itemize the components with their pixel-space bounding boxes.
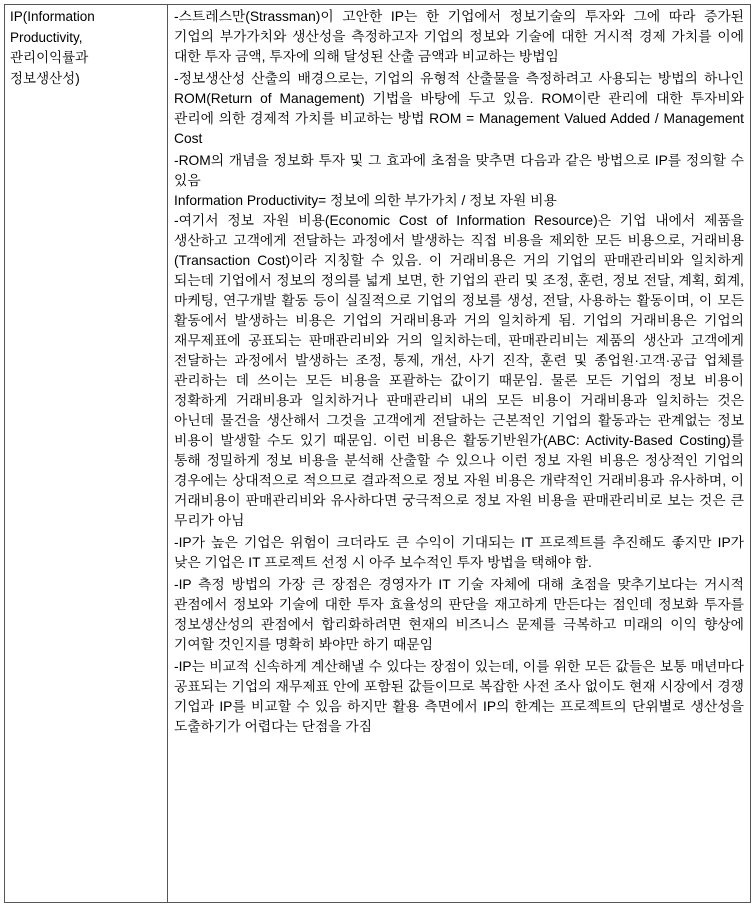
term-line: IP(Information: [10, 9, 95, 24]
table-row: [5, 5, 751, 903]
description-cell: [168, 5, 751, 903]
paragraph-ip-limitation: -IP는 비교적 신속하게 계산해낼 수 있다는 장점이 있는데, 이를 위한 모든 값들은 보통 매년마다 공표되는 기업의 재무제표 안에 포함된 값들이므로 복잡한 사전 조사 없이도 현재 시장에서 경쟁 기업과 IP를 비교할 수 있음 하지만 활용 측면에서 IP의 한계는 프로젝트의 단위별로 생산성을 도출하기가 어렵다는 단점을 가짐: [174, 659, 744, 734]
paragraph-ip-advantage: -IP 측정 방법의 가장 큰 장점은 경영자가 IT 기술 자체에 대해 초점을 맞추기보다는 거시적 관점에서 정보와 기술에 대한 투자 효율성의 판단을 재고하게 만든다는 점인데 정보화 투자를 정보생산성의 관점에서 합리화하려면 현재의 비즈니스 문제를 극복하고 미래의 이익 향상에 기여할 것인지를 명확히 봐야만 하기 때문임: [174, 577, 744, 652]
paragraph-high-ip: -IP가 높은 기업은 위험이 크더라도 큰 수익이 기대되는 IT 프로젝트를 추진해도 좋지만 IP가 낮은 기업은 IT 프로젝트 선정 시 아주 보수적인 투자 방법을 택해야 함.: [174, 535, 744, 570]
definition-table: [4, 4, 751, 903]
paragraph-strassman: -스트레스만(Strassman)이 고안한 IP는 한 기업에서 정보기술의 투자와 그에 따라 증가된 기업의 부가가치와 생산성을 측정하고자 기업의 정보와 기술에 대한 거시적 경제 가치를 이에 대한 투자 금액, 투자에 의해 달성된 산출 금액과 비교하는 방법임: [174, 9, 744, 64]
term-line: 정보생산성): [10, 70, 80, 86]
term-line: 관리이익률과: [10, 50, 89, 65]
formula-information-productivity: Information Productivity= 정보에 의한 부가가치 / 정보 자원 비용: [174, 193, 557, 208]
term-line: Productivity,: [10, 29, 83, 45]
paragraph-information-cost: -여기서 정보 자원 비용(Economic Cost of Information Resource)은 기업 내에서 제품을 생산하고 고객에게 전달하는 과정에서 발생하는 직접 비용을 제외한 모든 비용으로, 거래비용(Transaction Cost)이라 지칭할 수 있음. 이 거래비용은 거의 기업의 판매관리비와 일치하게 되는데 기업에서 정보의 정의를 넓게 보면, 한 기업의 관리 및 조정, 훈련, 정보 전달, 계획, 회계, 마케팅, 연구개발 활동 등이 실질적으로 기업의 정보를 생성, 전달, 사용하는 활동이며, 이 모든 활동에서 발생하는 비용은 기업의 거래비용과 거의 일치하게 됨. 기업의 거래비용은 기업의 재무제표에 공표되는 판매관리비와 거의 일치하는데, 판매관리비는 제품의 생산과 고객에게 전달하는 과정에서 발생하는 조정, 통제, 개선, 사기 진작, 훈련 및 종업원·고객·공급 업체를 관리하는 데 쓰이는 모든 비용을 포괄하는 값이기 때문임. 물론 모든 기업의 정보 비용이 정확하게 거래비용과 일치하거나 판매관리비 내의 모든 비용이 거래비용과 일치하는 것은 아닌데 물건을 생산해서 그것을 고객에게 전달하는 근본적인 기업의 활동과는 관계없는 정보 비용이 발생할 수도 있기 때문임. 이런 비용은 활동기반원가(ABC: Activity-Based Costing)를 통해 정밀하게 정보 비용을 분석해 산출할 수 있으나 이런 정보 자원 비용은 정상적인 기업의 경우에는 상대적으로 적으므로 결과적으로 정보 자원 비용은 개략적인 거래비용과 유사하며, 이 거래비용이 판매관리비와 유사하다면 궁극적으로 정보 자원 비용을 판매관리비로 보는 것은 큰 무리가 아님: [174, 213, 744, 528]
paragraph-rom-background: -정보생산성 산출의 배경으로는, 기업의 유형적 산출물을 측정하려고 사용되는 방법의 하나인 ROM(Return of Management) 기법을 바탕에 두고 있음. ROM이란 관리에 대한 투자비와 관리에 의한 경제적 가치를 비교하는 방법 ROM = Management Valued Added / Management Cost: [174, 71, 744, 146]
paragraph-ip-definition: -ROM의 개념을 정보화 투자 및 그 효과에 초점을 맞추면 다음과 같은 방법으로 IP를 정의할 수 있음: [174, 153, 744, 188]
term-label: [10, 7, 162, 89]
term-cell: [5, 5, 168, 903]
